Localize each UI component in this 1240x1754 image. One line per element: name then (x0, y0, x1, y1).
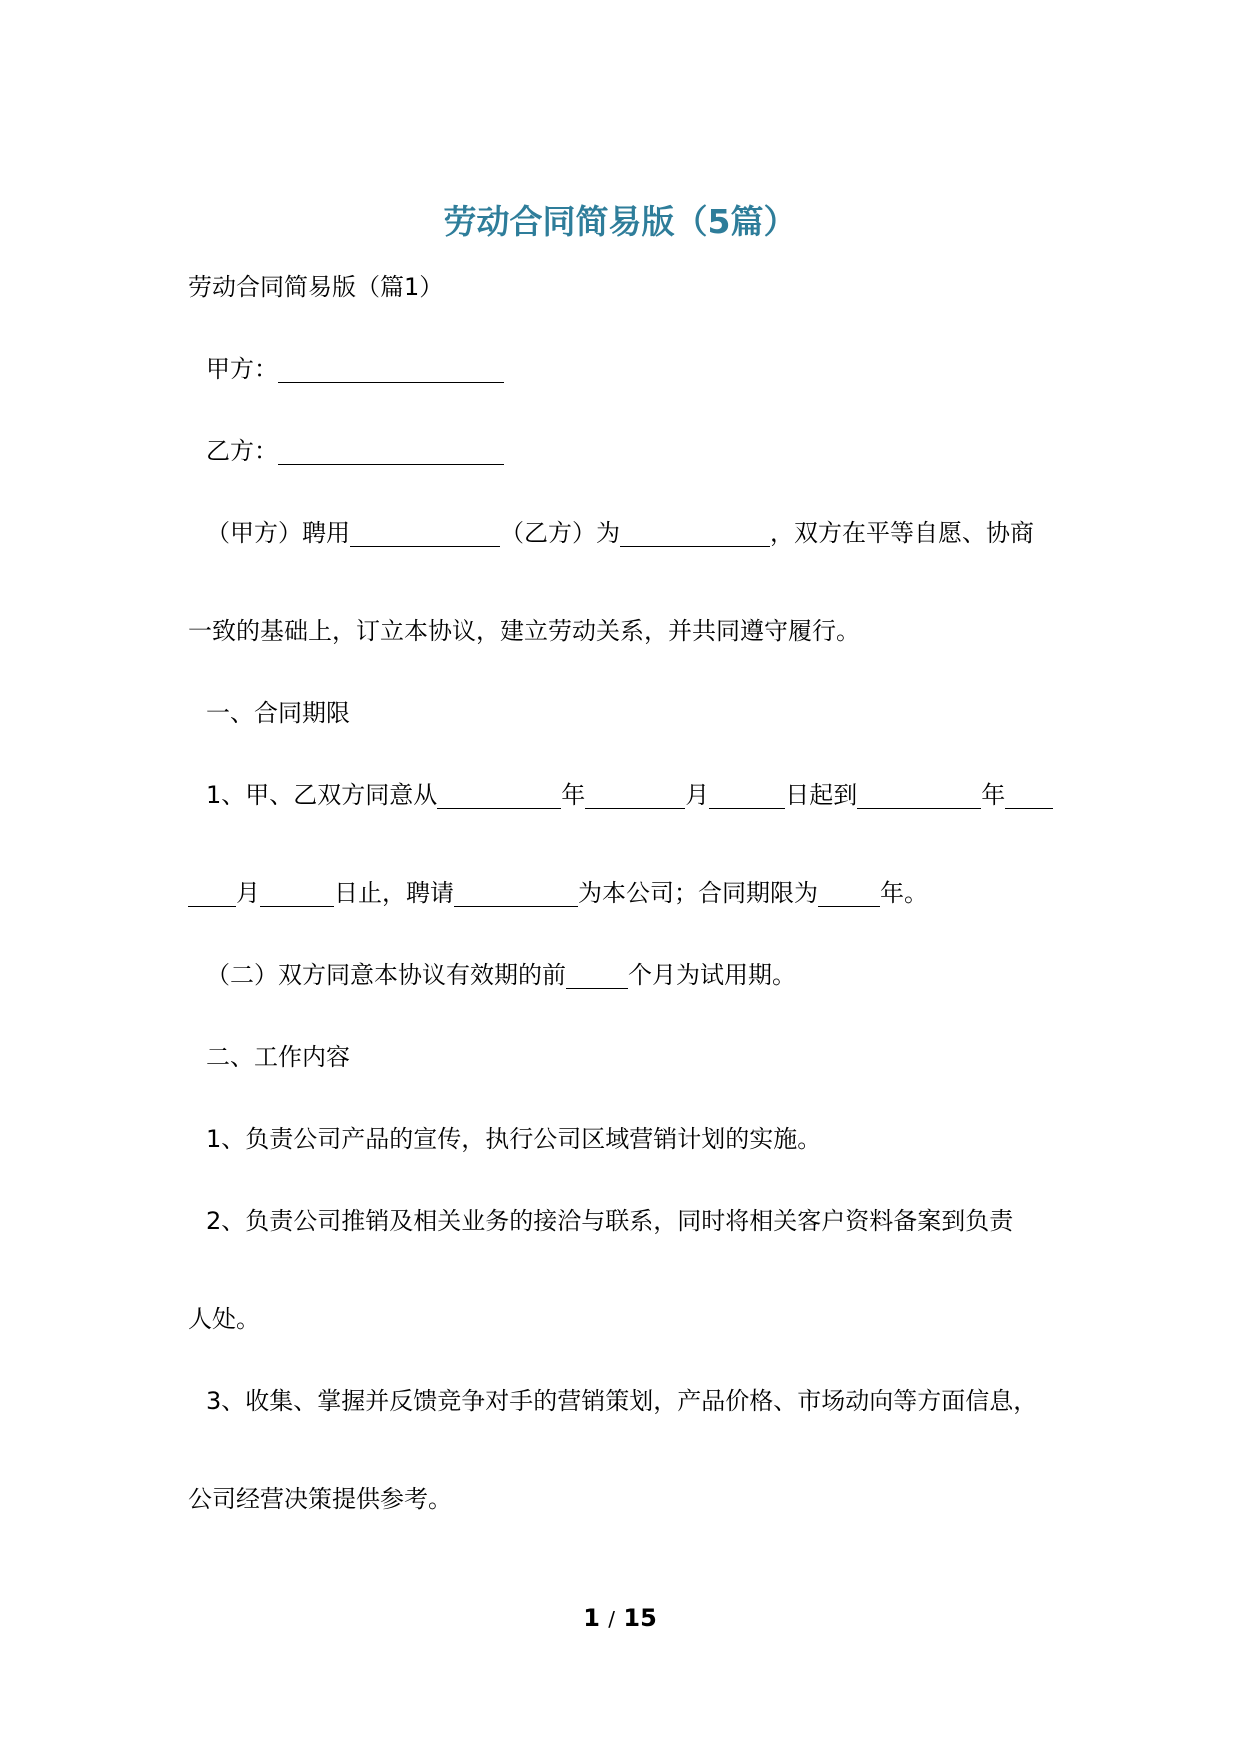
intro-line (206, 516, 1086, 550)
duty2-line1: 2、负责公司推销及相关业务的接洽与联系，同时将相关客户资料备案到负责 (206, 1207, 1014, 1235)
clause1-blank-1 (437, 782, 561, 809)
clause2-text-b: 个月为试用期。 (628, 961, 796, 989)
clause1-text-b: 年 (561, 781, 586, 809)
clause1-text-c: 月 (685, 781, 710, 809)
party-b-line (206, 434, 1086, 468)
clause1-text-d: 日起到 (785, 781, 858, 809)
section-heading: 劳动合同简易版（篇1） (188, 273, 444, 301)
clause1-blank-8 (454, 880, 578, 907)
party-b-label: 乙方： (206, 437, 278, 465)
clause2-blank (566, 962, 628, 989)
clause1-blank-6 (188, 880, 236, 907)
document-title: 劳动合同简易版（5篇） (443, 202, 797, 241)
clause1-line2 (188, 876, 1068, 910)
duty1-line: 1、负责公司产品的宣传，执行公司区域营销计划的实施。 (206, 1125, 822, 1153)
duty3-line1: 3、收集、掌握并反馈竞争对手的营销策划，产品价格、市场动向等方面信息， (206, 1387, 1038, 1415)
intro-continuation: 一致的基础上，订立本协议，建立劳动关系，并共同遵守履行。 (188, 617, 860, 645)
clause1-blank-9 (818, 880, 880, 907)
clause1-blank-5 (1005, 782, 1053, 809)
clause1-line1 (206, 778, 1086, 812)
clause1-text-g: 日止，聘请 (334, 879, 454, 907)
party-a-label: 甲方： (206, 355, 278, 383)
page-number-separator: / (608, 1607, 616, 1631)
sec1-heading: 一、合同期限 (206, 699, 350, 727)
party-a-line (206, 352, 1086, 386)
clause1-text-f: 月 (236, 879, 260, 907)
intro-blank-1 (350, 520, 500, 547)
page-number-current: 1 (583, 1604, 600, 1632)
page-number-total: 15 (623, 1604, 657, 1632)
party-b-blank (278, 438, 504, 465)
intro-blank-2 (620, 520, 770, 547)
intro-text-1: （甲方）聘用 (206, 519, 350, 547)
clause1-blank-4 (857, 782, 981, 809)
clause2-text-a: （二）双方同意本协议有效期的前 (206, 961, 566, 989)
clause2-line (206, 958, 1086, 992)
clause1-text-a: 1、甲、乙双方同意从 (206, 781, 438, 809)
party-a-blank (278, 356, 504, 383)
clause1-blank-7 (260, 880, 334, 907)
clause1-blank-3 (709, 782, 785, 809)
page-number (0, 1604, 1240, 1632)
intro-text-3: ，双方在平等自愿、协商 (770, 519, 1034, 547)
duty2-line2: 人处。 (188, 1305, 260, 1333)
clause1-text-i: 年。 (880, 879, 928, 907)
intro-text-2: （乙方）为 (500, 519, 620, 547)
clause1-text-h: 为本公司；合同期限为 (578, 879, 818, 907)
clause1-blank-2 (585, 782, 685, 809)
duty3-line2: 公司经营决策提供参考。 (188, 1485, 452, 1513)
sec2-heading: 二、工作内容 (206, 1043, 350, 1071)
clause1-text-e: 年 (981, 781, 1006, 809)
